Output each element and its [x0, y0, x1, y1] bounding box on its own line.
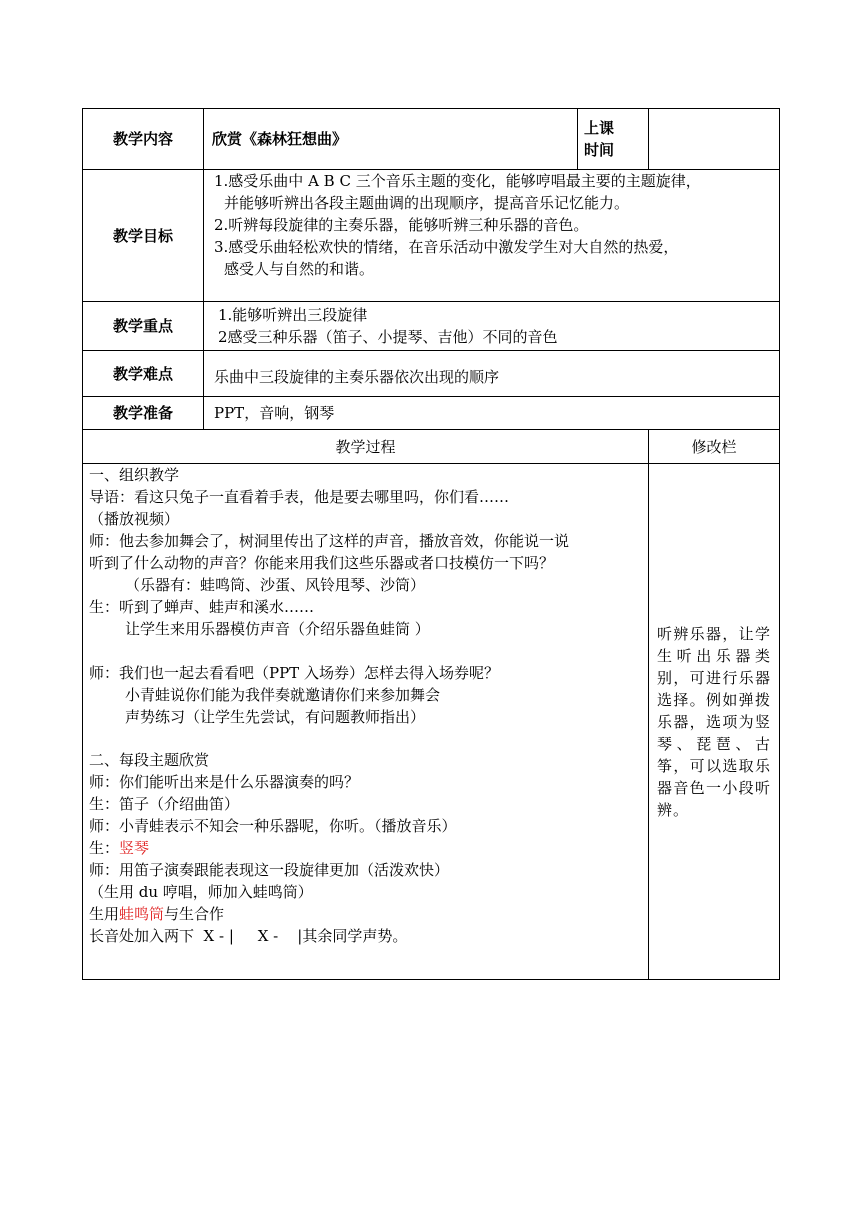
process-line: 二、每段主题欣赏 — [89, 751, 210, 770]
goal-line: 2.听辨每段旋律的主奏乐器，能够听辨三种乐器的音色。 — [214, 216, 589, 234]
process-line: （乐器有：蛙鸣筒、沙蛋、风铃甩琴、沙筒） — [125, 576, 426, 594]
process-line: 生：听到了蝉声、蛙声和溪水…… — [89, 598, 315, 616]
process-cell — [83, 464, 649, 980]
process-line: 师：他去参加舞会了，树洞里传出了这样的声音，播放音效，你能说一说 — [89, 532, 570, 550]
row-process-header — [83, 430, 780, 464]
process-line: 让学生来用乐器模仿声音（介绍乐器鱼蛙筒 ） — [125, 620, 430, 638]
notes-cell: 听辨乐器，让学生听出乐器类别，可进行乐器选择。例如弹拨乐器，选项为竖琴、琵琶、古筝，可以选取乐器音色一小段听辨。 — [649, 464, 780, 980]
notes-header: 修改栏 — [649, 430, 780, 464]
content-value: 欣赏《森林狂想曲》 — [204, 109, 578, 170]
difficulty-label: 教学难点 — [83, 351, 204, 397]
process-line: 声势练习（让学生先尝试，有问题教师指出） — [125, 707, 426, 726]
content-label: 教学内容 — [83, 109, 204, 170]
row-difficulty — [83, 351, 780, 397]
row-focus — [83, 302, 780, 351]
lesson-plan-table — [82, 108, 780, 980]
row-goals — [83, 170, 780, 302]
highlight-text: 竖琴 — [119, 839, 150, 858]
process-line: 生：笛子（介绍曲笛） — [89, 795, 240, 814]
time-label-line2: 时间 — [584, 141, 615, 159]
focus-cell — [204, 302, 780, 351]
process-line: 师：我们也一起去看看吧（PPT 入场券）怎样去得入场券呢？ — [89, 663, 499, 682]
highlight-text: 蛙鸣筒 — [119, 905, 165, 924]
prep-label: 教学准备 — [83, 397, 204, 430]
process-line: 听到了什么动物的声音？你能来用我们这些乐器或者口技模仿一下吗？ — [89, 554, 555, 572]
process-line: （播放视频） — [89, 510, 180, 528]
goals-cell — [204, 170, 780, 302]
process-line: 师：用笛子演奏跟能表现这一段旋律更加（活泼欢快） — [89, 861, 450, 880]
difficulty-value: 乐曲中三段旋律的主奏乐器依次出现的顺序 — [204, 351, 780, 397]
blank-line — [89, 640, 646, 662]
focus-label: 教学重点 — [83, 302, 204, 351]
row-prep — [83, 397, 780, 430]
process-line: 导语：看这只兔子一直看着手表，他是要去哪里吗，你们看…… — [89, 488, 510, 506]
process-line — [89, 837, 646, 859]
time-label — [578, 109, 649, 170]
process-header: 教学过程 — [83, 430, 649, 464]
focus-line: 1.能够听辨出三段旋律 — [218, 306, 368, 324]
time-value — [649, 109, 780, 170]
process-line: 师：你们能听出来是什么乐器演奏的吗？ — [89, 773, 360, 792]
process-line: （生用 du 哼唱，师加入蛙鸣筒） — [89, 883, 313, 902]
process-line: 小青蛙说你们能为我伴奏就邀请你们来参加舞会 — [125, 685, 441, 704]
process-text: 生用 — [89, 905, 120, 924]
row-process — [83, 464, 780, 980]
process-text: 生： — [89, 839, 120, 858]
blank-line — [89, 728, 646, 750]
goal-line: 3.感受乐曲轻松欢快的情绪，在音乐活动中激发学生对大自然的热爱， — [214, 238, 679, 256]
row-content — [83, 109, 780, 170]
process-text: 与生合作 — [164, 905, 225, 924]
process-line: 一、组织教学 — [89, 466, 180, 484]
process-line: 长音处加入两下 X - | X - |其余同学声势。 — [89, 927, 408, 946]
goal-line: 并能够听辨出各段主题曲调的出现顺序，提高音乐记忆能力。 — [224, 194, 630, 212]
process-line — [89, 903, 646, 925]
time-label-line1: 上课 — [584, 119, 615, 137]
goal-line: 1.感受乐曲中 A B C 三个音乐主题的变化，能够哼唱最主要的主题旋律， — [214, 172, 701, 190]
goals-label: 教学目标 — [83, 170, 204, 302]
process-line: 师：小青蛙表示不知会一种乐器呢，你听。（播放音乐） — [89, 817, 457, 836]
goal-line: 感受人与自然的和谐。 — [224, 260, 375, 278]
prep-value: PPT，音响，钢琴 — [204, 397, 780, 430]
focus-line: 2感受三种乐器（笛子、小提琴、吉他）不同的音色 — [218, 328, 558, 346]
